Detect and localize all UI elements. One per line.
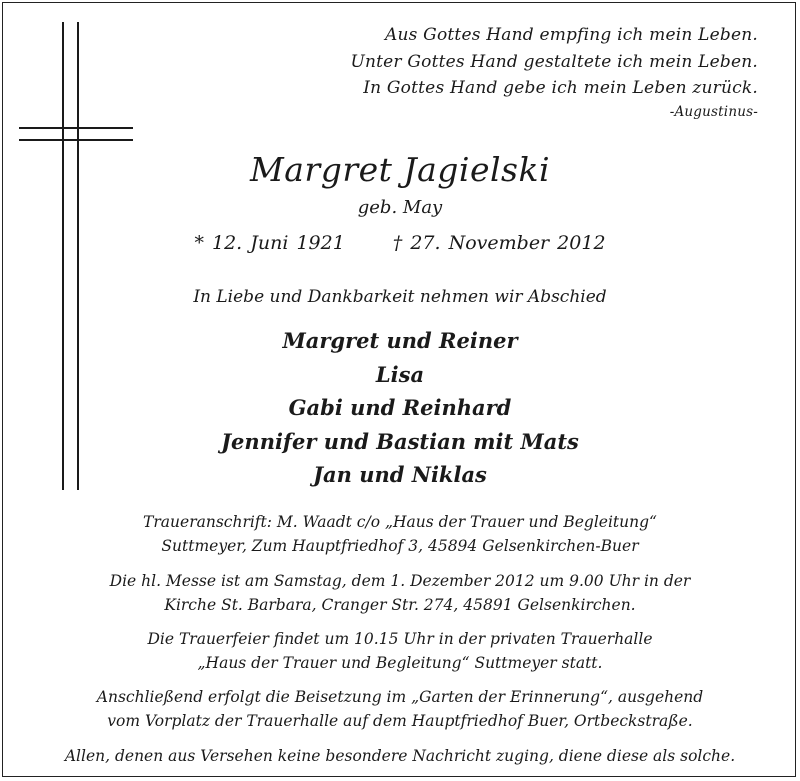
family-list: [0, 324, 800, 492]
ceremony-line: Die Trauerfeier findet um 10.15 Uhr in der privaten Trauerhalle: [147, 630, 653, 648]
mass-info: [0, 569, 800, 617]
family-member: Gabi und Reinhard: [288, 395, 512, 420]
life-dates: [0, 232, 800, 254]
family-member: Jan und Niklas: [313, 462, 487, 487]
address-line: Suttmeyer, Zum Hauptfriedhof 3, 45894 Gelsenkirchen-Buer: [161, 537, 639, 555]
motto-line: Aus Gottes Hand empfing ich mein Leben.: [385, 25, 758, 45]
deceased-name: Margret Jagielski: [249, 150, 551, 189]
family-member: Jennifer und Bastian mit Mats: [221, 428, 579, 454]
death-date: † 27. November 2012: [392, 232, 606, 254]
mourning-address: [0, 510, 800, 558]
motto-line: In Gottes Hand gebe ich mein Leben zurück.: [363, 78, 758, 98]
mass-line: Kirche St. Barbara, Cranger Str. 274, 45891 Gelsenkirchen.: [164, 596, 636, 614]
burial-line: vom Vorplatz der Trauerhalle auf dem Hauptfriedhof Buer, Ortbeckstraße.: [107, 712, 693, 730]
family-member: Margret und Reiner: [282, 328, 518, 353]
closing-note: Allen, denen aus Versehen keine besondere Nachricht zuging, diene diese als solche.: [64, 747, 736, 765]
ceremony-line: „Haus der Trauer und Begleitung“ Suttmeyer statt.: [197, 654, 603, 672]
motto-quote: [350, 22, 758, 125]
motto-attribution: -Augustinus-: [669, 103, 758, 120]
address-line: Traueranschrift: M. Waadt c/o „Haus der Trauer und Begleitung“: [143, 513, 657, 531]
motto-line: Unter Gottes Hand gestaltete ich mein Leben.: [350, 51, 758, 72]
burial-line: Anschließend erfolgt die Beisetzung im „Garten der Erinnerung“, ausgehend: [96, 688, 704, 706]
farewell-text: In Liebe und Dankbarkeit nehmen wir Abschied: [193, 287, 607, 307]
ceremony-info: [0, 627, 800, 675]
burial-info: [0, 685, 800, 733]
birth-name: geb. May: [357, 197, 443, 218]
birth-date: * 12. Juni 1921: [194, 232, 345, 254]
mass-line: Die hl. Messe ist am Samstag, dem 1. Dezember 2012 um 9.00 Uhr in der: [109, 572, 691, 590]
family-member: Lisa: [375, 361, 425, 387]
